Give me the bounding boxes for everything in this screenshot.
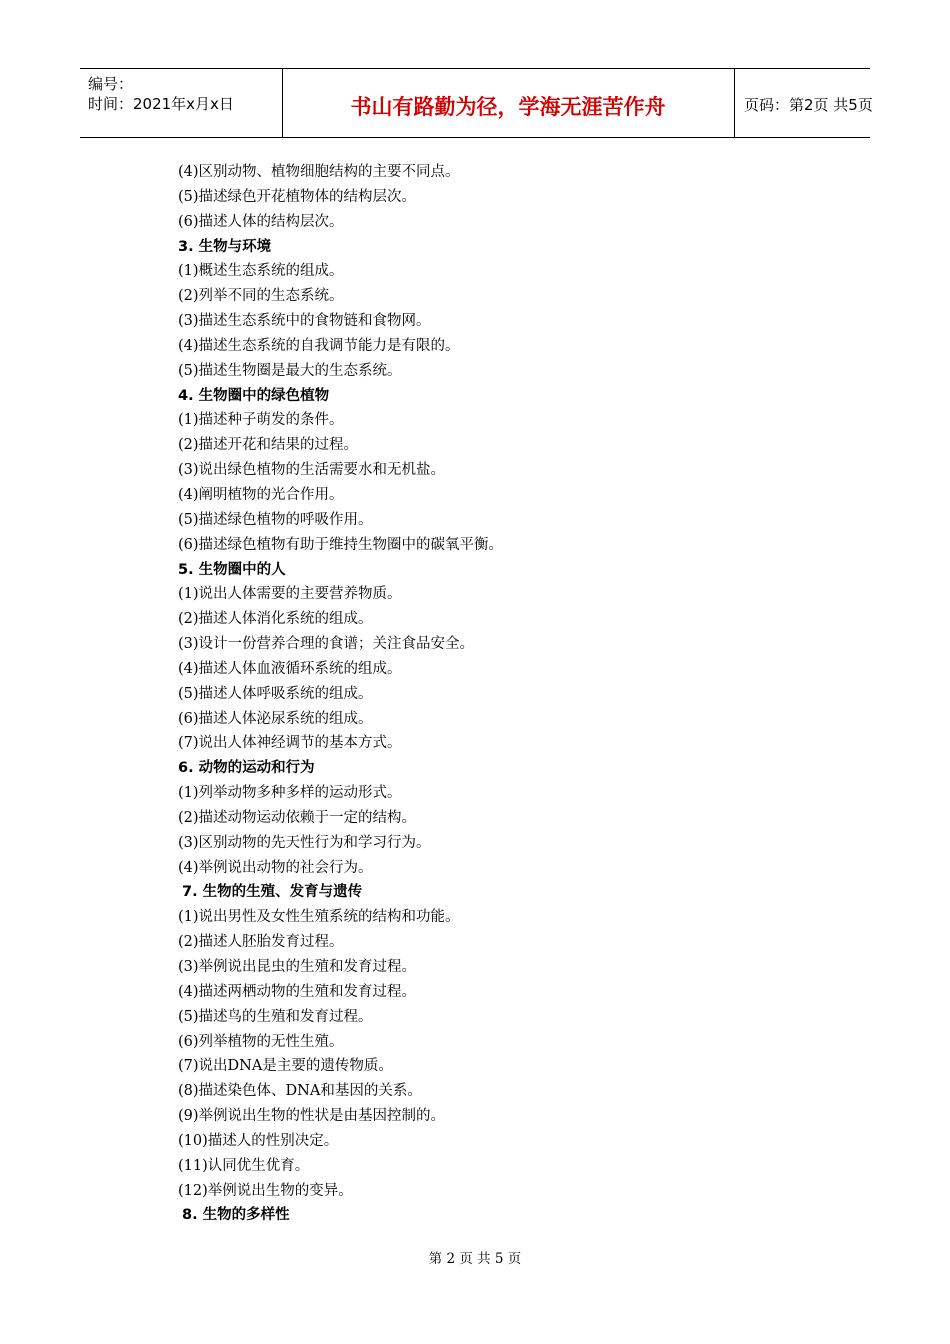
list-item: (12)举例说出生物的变异。 <box>178 1182 353 1199</box>
list-item: (6)列举植物的无性生殖。 <box>178 1033 344 1050</box>
document-time-label: 时间：2021年x月x日 <box>88 95 234 113</box>
list-item: (4)描述两栖动物的生殖和发育过程。 <box>178 983 417 1000</box>
page-footer <box>0 1247 950 1267</box>
document-body <box>178 160 868 1228</box>
list-item: (2)列举不同的生态系统。 <box>178 288 344 305</box>
section-heading: 4. 生物圈中的绿色植物 <box>178 387 330 404</box>
list-item: (7)说出人体神经调节的基本方式。 <box>178 735 402 752</box>
list-item: (6)描述绿色植物有助于维持生物圈中的碳氧平衡。 <box>178 536 504 553</box>
list-item: (4)区别动物、植物细胞结构的主要不同点。 <box>178 164 460 180</box>
list-item: (4)举例说出动物的社会行为。 <box>178 859 373 876</box>
list-item: (3)区别动物的先天性行为和学习行为。 <box>178 834 431 851</box>
list-item: (5)描述鸟的生殖和发育过程。 <box>178 1008 373 1025</box>
list-item: (1)说出男性及女性生殖系统的结构和功能。 <box>178 909 460 926</box>
list-item: (4)描述生态系统的自我调节能力是有限的。 <box>178 337 460 354</box>
header-page-cell <box>734 69 873 137</box>
header-motto-cell <box>282 69 735 137</box>
list-item: (2)描述开花和结果的过程。 <box>178 437 359 454</box>
header-meta-cell <box>80 69 283 137</box>
section-heading: 7. 生物的生殖、发育与遗传 <box>182 884 363 901</box>
section-heading: 6. 动物的运动和行为 <box>178 760 315 777</box>
list-item: (1)列举动物多种多样的运动形式。 <box>178 785 402 802</box>
list-item: (5)描述绿色开花植物体的结构层次。 <box>178 188 417 205</box>
section-heading: 3. 生物与环境 <box>178 238 272 255</box>
list-item: (1)概述生态系统的组成。 <box>178 263 344 280</box>
list-item: (3)举例说出昆虫的生殖和发育过程。 <box>178 959 417 975</box>
document-code-label: 编号： <box>88 75 134 93</box>
section-heading: 8. 生物的多样性 <box>182 1207 290 1224</box>
footer-page-number: 第 2 页 共 5 页 <box>428 1251 522 1267</box>
section-heading: 5. 生物圈中的人 <box>178 561 286 578</box>
list-item: (3)说出绿色植物的生活需要水和无机盐。 <box>178 462 446 479</box>
header-page-info: 页码：第2页 共5页 <box>744 96 873 114</box>
header-motto: 书山有路勤为径，学海无涯苦作舟 <box>350 95 666 119</box>
list-item: (3)描述生态系统中的食物链和食物网。 <box>178 313 431 330</box>
list-item: (2)描述人体消化系统的组成。 <box>178 611 373 628</box>
list-item: (2)描述动物运动依赖于一定的结构。 <box>178 809 417 826</box>
page-header <box>80 68 873 138</box>
list-item: (4)阐明植物的光合作用。 <box>178 486 344 503</box>
list-item: (6)描述人体泌尿系统的组成。 <box>178 710 373 727</box>
list-item: (4)描述人体血液循环系统的组成。 <box>178 660 402 677</box>
list-item: (6)描述人体的结构层次。 <box>178 213 344 230</box>
list-item: (2)描述人胚胎发育过程。 <box>178 934 344 951</box>
list-item: (1)描述种子萌发的条件。 <box>178 412 344 429</box>
list-item: (11)认同优生优育。 <box>178 1157 310 1174</box>
list-item: (7)说出DNA是主要的遗传物质。 <box>178 1058 393 1075</box>
list-item: (8)描述染色体、DNA和基因的关系。 <box>178 1083 422 1100</box>
list-item: (10)描述人的性别决定。 <box>178 1132 339 1149</box>
list-item: (1)说出人体需要的主要营养物质。 <box>178 586 402 603</box>
list-item: (3)设计一份营养合理的食谱；关注食品安全。 <box>178 636 475 653</box>
list-item: (5)描述绿色植物的呼吸作用。 <box>178 511 373 528</box>
list-item: (9)举例说出生物的性状是由基因控制的。 <box>178 1108 446 1125</box>
list-item: (5)描述人体呼吸系统的组成。 <box>178 685 373 702</box>
list-item: (5)描述生物圈是最大的生态系统。 <box>178 362 402 379</box>
